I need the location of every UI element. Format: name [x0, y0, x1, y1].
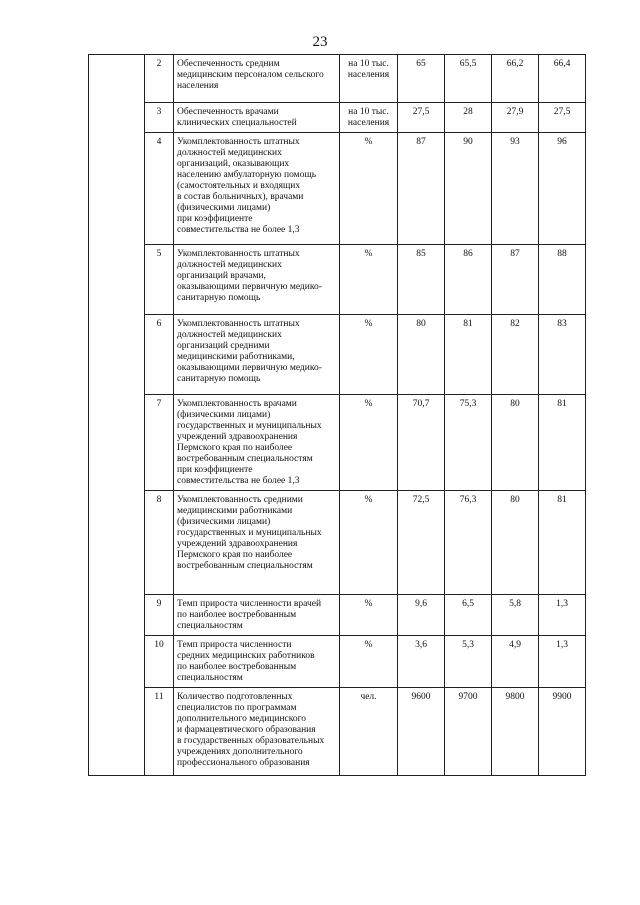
indicator-name-cell: [174, 315, 340, 395]
table-row: [89, 688, 586, 776]
value-cell-4: 1,3: [539, 595, 586, 636]
unit-label: %: [364, 249, 373, 259]
table-row: [89, 636, 586, 688]
unit-cell: [340, 395, 398, 491]
row-number: 9: [145, 595, 174, 636]
value-cell-1: 80: [398, 315, 445, 395]
unit-cell: [340, 315, 398, 395]
value-cell-1: 65: [398, 55, 445, 103]
value-cell-4: 1,3: [539, 636, 586, 688]
unit-label: %: [364, 599, 373, 609]
value-cell-4: 27,5: [539, 103, 586, 133]
value-cell-3: 80: [492, 395, 539, 491]
row-number: 6: [145, 315, 174, 395]
unit-cell: [340, 595, 398, 636]
value-cell-3: 87: [492, 245, 539, 315]
indicator-name-cell: [174, 103, 340, 133]
value-cell-1: 87: [398, 133, 445, 245]
indicator-name: Обеспеченность средним медицинским персоналом сельского населения: [177, 59, 324, 91]
table-row: [89, 103, 586, 133]
value-cell-4: 96: [539, 133, 586, 245]
row-number: 5: [145, 245, 174, 315]
table-row: [89, 315, 586, 395]
indicator-name: Обеспеченность врачами клинических специальностей: [177, 107, 297, 128]
row-number: 3: [145, 103, 174, 133]
unit-label: %: [364, 495, 373, 505]
value-cell-2: 81: [445, 315, 492, 395]
indicator-name: Укомплектованность штатных должностей медицинских организаций врачами, оказывающими первичную медико- санитарную помощь: [177, 249, 322, 303]
value-cell-3: 27,9: [492, 103, 539, 133]
merged-left-cell: [89, 55, 145, 776]
value-cell-2: 65,5: [445, 55, 492, 103]
value-cell-4: 9900: [539, 688, 586, 776]
row-number: 7: [145, 395, 174, 491]
table-row: [89, 133, 586, 245]
value-cell-3: 5,8: [492, 595, 539, 636]
unit-cell: [340, 688, 398, 776]
value-cell-1: 72,5: [398, 491, 445, 595]
unit-label: %: [364, 319, 373, 329]
value-cell-2: 9700: [445, 688, 492, 776]
indicator-name-cell: [174, 245, 340, 315]
unit-label: на 10 тыс. населения: [347, 107, 390, 128]
value-cell-2: 76,3: [445, 491, 492, 595]
value-cell-1: 9,6: [398, 595, 445, 636]
indicator-name: Темп прироста численности врачей по наиболее востребованным специальностям: [177, 599, 322, 631]
unit-label: на 10 тыс. населения: [347, 59, 390, 80]
table-row: [89, 491, 586, 595]
indicator-name-cell: [174, 491, 340, 595]
table-row: [89, 395, 586, 491]
unit-cell: [340, 133, 398, 245]
value-cell-3: 66,2: [492, 55, 539, 103]
indicator-name: Укомплектованность средними медицинскими работниками (физическими лицами) государственных и муниципальных учреждений здравоохранения Пермского края по наиболее востребованным специальностям: [177, 495, 322, 571]
row-number: 11: [145, 688, 174, 776]
table-row: [89, 55, 586, 103]
indicator-name-cell: [174, 133, 340, 245]
value-cell-1: 85: [398, 245, 445, 315]
indicator-name: Количество подготовленных специалистов по программам дополнительного медицинского и фармацевтического образования в государственных образовательных учреждениях дополнительного профессионального образования: [177, 692, 325, 768]
unit-label: чел.: [360, 692, 377, 702]
value-cell-4: 83: [539, 315, 586, 395]
indicator-name-cell: [174, 595, 340, 636]
value-cell-3: 82: [492, 315, 539, 395]
value-cell-4: 81: [539, 491, 586, 595]
value-cell-3: 4,9: [492, 636, 539, 688]
page-number: 23: [312, 34, 328, 50]
table-row: [89, 595, 586, 636]
indicator-name-cell: [174, 395, 340, 491]
row-number: 2: [145, 55, 174, 103]
value-cell-1: 70,7: [398, 395, 445, 491]
value-cell-2: 75,3: [445, 395, 492, 491]
value-cell-1: 27,5: [398, 103, 445, 133]
value-cell-4: 88: [539, 245, 586, 315]
indicator-name: Укомплектованность штатных должностей медицинских организаций средними медицинскими работниками, оказывающими первичную медико- санитарную помощь: [177, 319, 322, 384]
value-cell-4: 66,4: [539, 55, 586, 103]
unit-label: %: [364, 399, 373, 409]
unit-label: %: [364, 640, 373, 650]
value-cell-2: 86: [445, 245, 492, 315]
table-row: [89, 245, 586, 315]
unit-cell: [340, 636, 398, 688]
value-cell-1: 9600: [398, 688, 445, 776]
unit-cell: [340, 103, 398, 133]
value-cell-1: 3,6: [398, 636, 445, 688]
indicator-name: Укомплектованность штатных должностей медицинских организаций, оказывающих населению амбулаторную помощь (самостоятельных и входящих в состав больничных), врачами (физическими лицами) при коэффициенте совместительства не более 1,3: [177, 137, 317, 235]
row-number: 8: [145, 491, 174, 595]
unit-cell: [340, 491, 398, 595]
value-cell-2: 28: [445, 103, 492, 133]
indicator-name: Укомплектованность врачами (физическими лицами) государственных и муниципальных учреждений здравоохранения Пермского края по наиболее востребованным специальностям при коэффициенте совместительства не более 1,3: [177, 399, 322, 486]
indicator-name-cell: [174, 55, 340, 103]
value-cell-2: 90: [445, 133, 492, 245]
indicator-name-cell: [174, 688, 340, 776]
unit-label: %: [364, 137, 373, 147]
value-cell-3: 9800: [492, 688, 539, 776]
value-cell-3: 80: [492, 491, 539, 595]
row-number: 10: [145, 636, 174, 688]
indicator-name-cell: [174, 636, 340, 688]
unit-cell: [340, 55, 398, 103]
row-number: 4: [145, 133, 174, 245]
value-cell-3: 93: [492, 133, 539, 245]
value-cell-2: 5,3: [445, 636, 492, 688]
value-cell-2: 6,5: [445, 595, 492, 636]
value-cell-4: 81: [539, 395, 586, 491]
indicator-name: Темп прироста численности средних медицинских работников по наиболее востребованным специальностям: [177, 640, 315, 683]
indicators-table: [88, 54, 586, 776]
unit-cell: [340, 245, 398, 315]
